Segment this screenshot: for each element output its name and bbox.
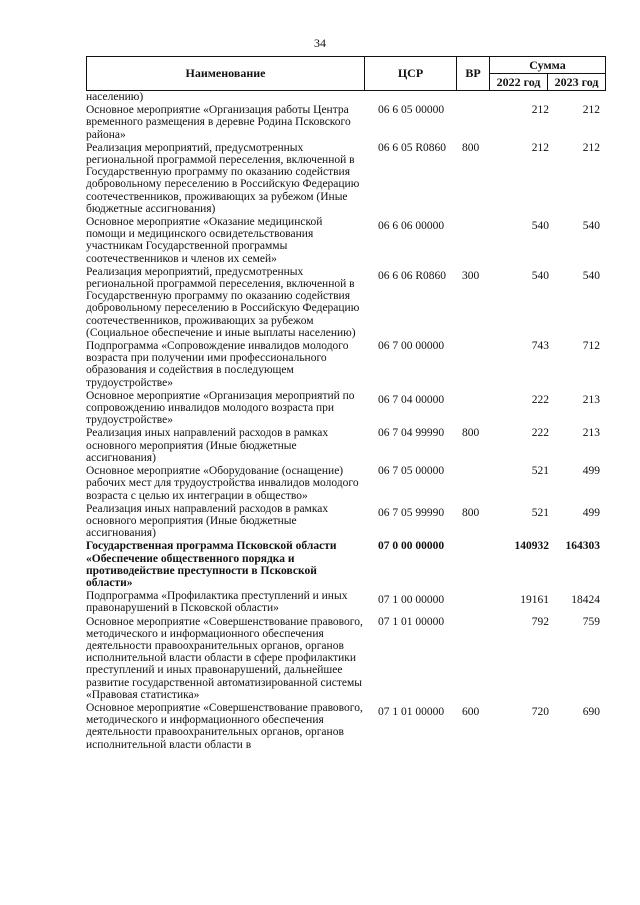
row-sum-2023: 212 [582, 104, 600, 117]
row-sum-2023: 499 [582, 465, 600, 478]
row-sum-2022: 222 [531, 393, 549, 406]
row-name: Реализация мероприятий, предусмотренных региональной программой переселения, включенной в Государственную программу по оказанию содействия добровольному переселению в Российскую Федерацию соотечественников, проживающих за рубежом (Иные бюджетные ассигнования) [86, 141, 360, 215]
row-sum-2022: 212 [531, 141, 549, 154]
table-row [86, 590, 606, 614]
row-csr: 07 1 01 00000 [378, 615, 445, 628]
row-name: Реализация мероприятий, предусмотренных региональной программой переселения, включенной в Государственную программу по оказанию содействия добровольному переселению в Российскую Федерацию соотечественников, проживающих за рубежом (Социальное обеспечение и иные выплаты населению) [86, 265, 360, 339]
row-vr: 800 [462, 427, 480, 440]
row-sum-2023: 540 [582, 220, 600, 233]
row-sum-2022: 222 [531, 427, 549, 440]
table-header [86, 56, 606, 91]
table-row [86, 427, 606, 464]
row-vr: 800 [462, 506, 480, 519]
row-name: Основное мероприятие «Оборудование (оснащение) рабочих мест для трудоустройства инвалидов молодого возраста с целью их интеграции в общество» [86, 465, 359, 502]
header-sum: Сумма [489, 56, 606, 74]
header-2022: 2022 год [489, 73, 548, 91]
row-name: Государственная программа Псковской области «Обеспечение общественного порядка и противодействие преступности в Псковской области» [86, 540, 337, 589]
row-sum-2023: 540 [582, 269, 600, 282]
row-sum-2022: 521 [531, 465, 549, 478]
header-vr: ВР [456, 56, 490, 91]
row-csr: 07 0 00 00000 [378, 540, 445, 553]
table-row [86, 540, 606, 589]
header-2023: 2023 год [547, 73, 606, 91]
row-sum-2022: 212 [531, 104, 549, 117]
row-csr: 06 7 05 00000 [378, 465, 445, 478]
row-name: Основное мероприятие «Организация работы Центра временного размещения в деревне Родина Псковского района» [86, 104, 351, 141]
row-csr: 06 6 05 00000 [378, 104, 445, 117]
header-name: Наименование [86, 56, 365, 91]
header-csr: ЦСР [364, 56, 457, 91]
row-sum-2022: 521 [531, 506, 549, 519]
table-row [86, 266, 606, 339]
row-vr: 300 [462, 269, 480, 282]
row-name: Основное мероприятие «Организация мероприятий по сопровождению инвалидов молодого возраста при трудоустройстве» [86, 389, 355, 427]
table-row [86, 702, 606, 751]
row-sum-2023: 212 [582, 141, 600, 154]
table-row [86, 104, 606, 141]
row-csr: 06 7 04 00000 [378, 393, 445, 406]
row-sum-2023: 213 [582, 427, 600, 440]
row-sum-2023: 213 [582, 393, 600, 406]
row-sum-2022: 792 [531, 615, 549, 628]
row-name: Подпрограмма «Профилактика преступлений и иных правонарушений в Псковской области» [86, 590, 348, 615]
row-csr: 06 6 06 00000 [378, 220, 445, 233]
row-vr: 800 [462, 141, 480, 154]
row-csr: 06 7 04 99990 [378, 427, 445, 440]
table-row [86, 142, 606, 215]
row-sum-2023: 712 [582, 340, 600, 353]
row-sum-2022: 140932 [514, 540, 549, 553]
table-row [86, 390, 606, 427]
row-name: Реализация иных направлений расходов в рамках основного мероприятия (Иные бюджетные ассигнования) [86, 502, 329, 540]
row-sum-2022: 743 [531, 340, 549, 353]
row-csr: 06 6 06 R0860 [378, 269, 447, 282]
row-sum-2022: 720 [531, 705, 549, 718]
row-name: Основное мероприятие «Совершенствование правового, методического и информационного обеспечения деятельности правоохранительных органов, органов исполнительной власти области в сфере профилактики преступлений и иных правонарушений, дальнейшее развитие государственной автоматизированной системы «Правовая статистика» [86, 615, 363, 701]
row-sum-2022: 19161 [520, 594, 549, 607]
row-name: Реализация иных направлений расходов в рамках основного мероприятия (Иные бюджетные ассигнования) [86, 427, 329, 464]
row-name: Основное мероприятие «Оказание медицинской помощи и медицинского освидетельствования участникам Государственной программы соотечественников и членов их семей» [86, 216, 323, 265]
row-sum-2023: 499 [582, 506, 600, 519]
row-vr: 600 [462, 705, 480, 718]
row-name: Основное мероприятие «Совершенствование правового, методического и информационного обеспечения деятельности правоохранительных органов, органов исполнительной власти области в [86, 701, 363, 751]
row-sum-2023: 759 [582, 615, 600, 628]
row-name: населению) [86, 91, 144, 103]
table-row [86, 465, 606, 502]
row-csr: 06 7 00 00000 [378, 340, 445, 353]
row-csr: 06 7 05 99990 [378, 506, 445, 519]
row-csr: 07 1 01 00000 [378, 705, 445, 718]
row-csr: 07 1 00 00000 [378, 594, 445, 607]
row-sum-2023: 690 [582, 705, 600, 718]
table-row [86, 91, 606, 103]
row-sum-2023: 164303 [565, 540, 600, 553]
table-row [86, 216, 606, 265]
row-sum-2023: 18424 [571, 594, 600, 607]
row-sum-2022: 540 [531, 269, 549, 282]
table-row [86, 340, 606, 389]
row-csr: 06 6 05 R0860 [378, 141, 447, 154]
row-name: Подпрограмма «Сопровождение инвалидов молодого возраста при получении ими профессионального образования и содействия в последующем трудоустройстве» [86, 340, 349, 389]
table-row [86, 503, 606, 540]
table-row [86, 616, 606, 701]
row-sum-2022: 540 [531, 220, 549, 233]
page-number: 34 [314, 36, 326, 50]
table-body [86, 91, 606, 752]
